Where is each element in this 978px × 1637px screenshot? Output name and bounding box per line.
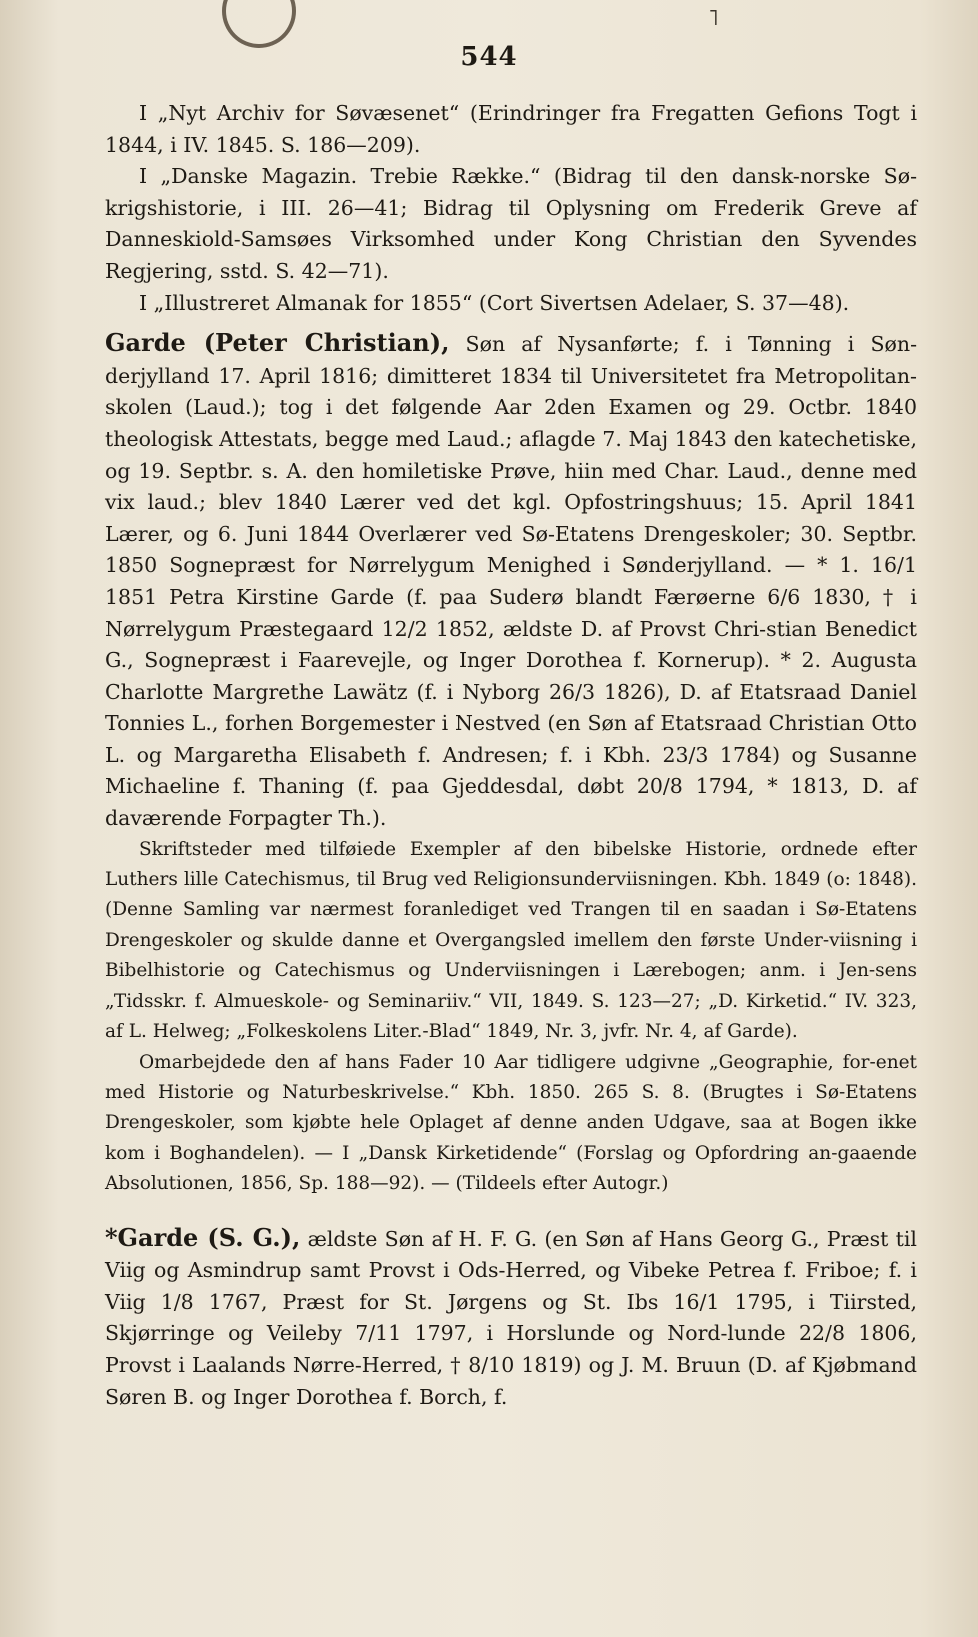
ring-binding-mark <box>222 0 296 48</box>
reference-line: I „Nyt Archiv for Søvæsenet“ (Erindringer fra Fregatten Gefions Togt i 1844, i IV. 1845. S. 186—209). <box>105 101 917 157</box>
entry-body: ældste Søn af H. F. G. (en Søn af Hans Georg G., Præst til Viig og Asmindrup samt Provst i Ods-Herred, og Vibeke Petrea f. Friboe; f. i Viig 1/8 1767, Præst for St. Jørgens og St. Ibs 16/1 1795, i Tiirsted, Skjørringe og Veileby 7/11 1797, i Horslunde og Nord-lunde 22/8 1806, Provst i Laalands Nørre-Herred, † 8/10 1819) og J. M. Bruun (D. af Kjøbmand Søren B. og Inger Dorothea f. Borch, f. <box>105 1226 917 1409</box>
page-body <box>105 98 917 1413</box>
works-note: Skriftsteder med tilføiede Exempler af den bibelske Historie, ordnede efter Luthers lille Catechismus, til Brug ved Religionsunderviisningen. Kbh. 1849 (o: 1848). (Denne Samling var nærmest foranlediget ved Trangen til en saadan i Sø-Etatens Drengeskoler og skulde danne et Overgangsled imellem den første Under-viisning i Bibelhistorie og Catechismus og Underviisningen i Lærebogen; anm. i Jen-sens „Tidsskr. f. Almueskole- og Seminariiv.“ VII, 1849. S. 123—27; „D. Kirketid.“ IV. 323, af L. Helweg; „Folkeskolens Liter.-Blad“ 1849, Nr. 3, jvfr. Nr. 4, af Garde). <box>105 838 917 1043</box>
entry-heading: Garde (Peter Christian), <box>105 328 450 358</box>
biography-entry <box>105 327 917 835</box>
biography-entry <box>105 1222 917 1414</box>
page-number: 544 <box>460 42 518 72</box>
entry-heading: *Garde (S. G.), <box>105 1222 301 1252</box>
reference-line: I „Danske Magazin. Trebie Række.“ (Bidrag til den dansk-norske Sø-krigshistorie, i III. 26—41; Bidrag til Oplysning om Frederik Greve af Danneskiold-Samsøes Virksomhed under Kong Christian den Syvendes Regjering, sstd. S. 42—71). <box>105 164 917 283</box>
works-note: Omarbejdede den af hans Fader 10 Aar tidligere udgivne „Geographie, for-enet med Historie og Naturbeskrivelse.“ Kbh. 1850. 265 S. 8. (Brugtes i Sø-Etatens Drengeskoler, som kjøbte hele Oplaget af denne anden Udgave, saa at Bogen ikke kom i Boghandelen). — I „Dansk Kirketidende“ (Forslag og Opfordring an-gaaende Absolutionen, 1856, Sp. 188—92). — (Tildeels efter Autogr.) <box>105 1051 917 1195</box>
reference-line: I „Illustreret Almanak for 1855“ (Cort Sivertsen Adelaer, S. 37—48). <box>139 290 850 315</box>
entry-body: Søn af Nysanførte; f. i Tønning i Søn-derjylland 17. April 1816; dimitteret 1834 til Universitetet fra Metropolitan-skolen (Laud.); tog i det følgende Aar 2den Examen og 29. Octbr. 1840 theologisk Attestats, begge med Laud.; aflagde 7. Maj 1843 den katechetiske, og 19. Septbr. s. A. den homiletiske Prøve, hiin med Char. Laud., denne med vix laud.; blev 1840 Lærer ved det kgl. Opfostringshuus; 15. April 1841 Lærer, og 6. Juni 1844 Overlærer ved Sø-Etatens Drengeskoler; 30. Septbr. 1850 Sognepræst for Nørrelygum Menighed i Sønderjylland. — * 1. 16/1 1851 Petra Kirstine Garde (f. paa Suderø blandt Færøerne 6/6 1830, † i Nørrelygum Præstegaard 12/2 1852, ældste D. af Provst Chri-stian Benedict G., Sognepræst i Faarevejle, og Inger Dorothea f. Kornerup). * 2. Augusta Charlotte Margrethe Lawätz (f. i Nyborg 26/3 1826), D. af Etatsraad Daniel Tonnies L., forhen Borgemester i Nestved (en Søn af Etatsraad Christian Otto L. og Margaretha Elisabeth f. Andresen; f. i Kbh. 23/3 1784) og Susanne Michaeline f. Thaning (f. paa Gjeddesdal, døbt 20/8 1794, * 1813, D. af daværende Forpagter Th.). <box>105 332 917 831</box>
corner-mark: ˥ <box>708 6 719 31</box>
